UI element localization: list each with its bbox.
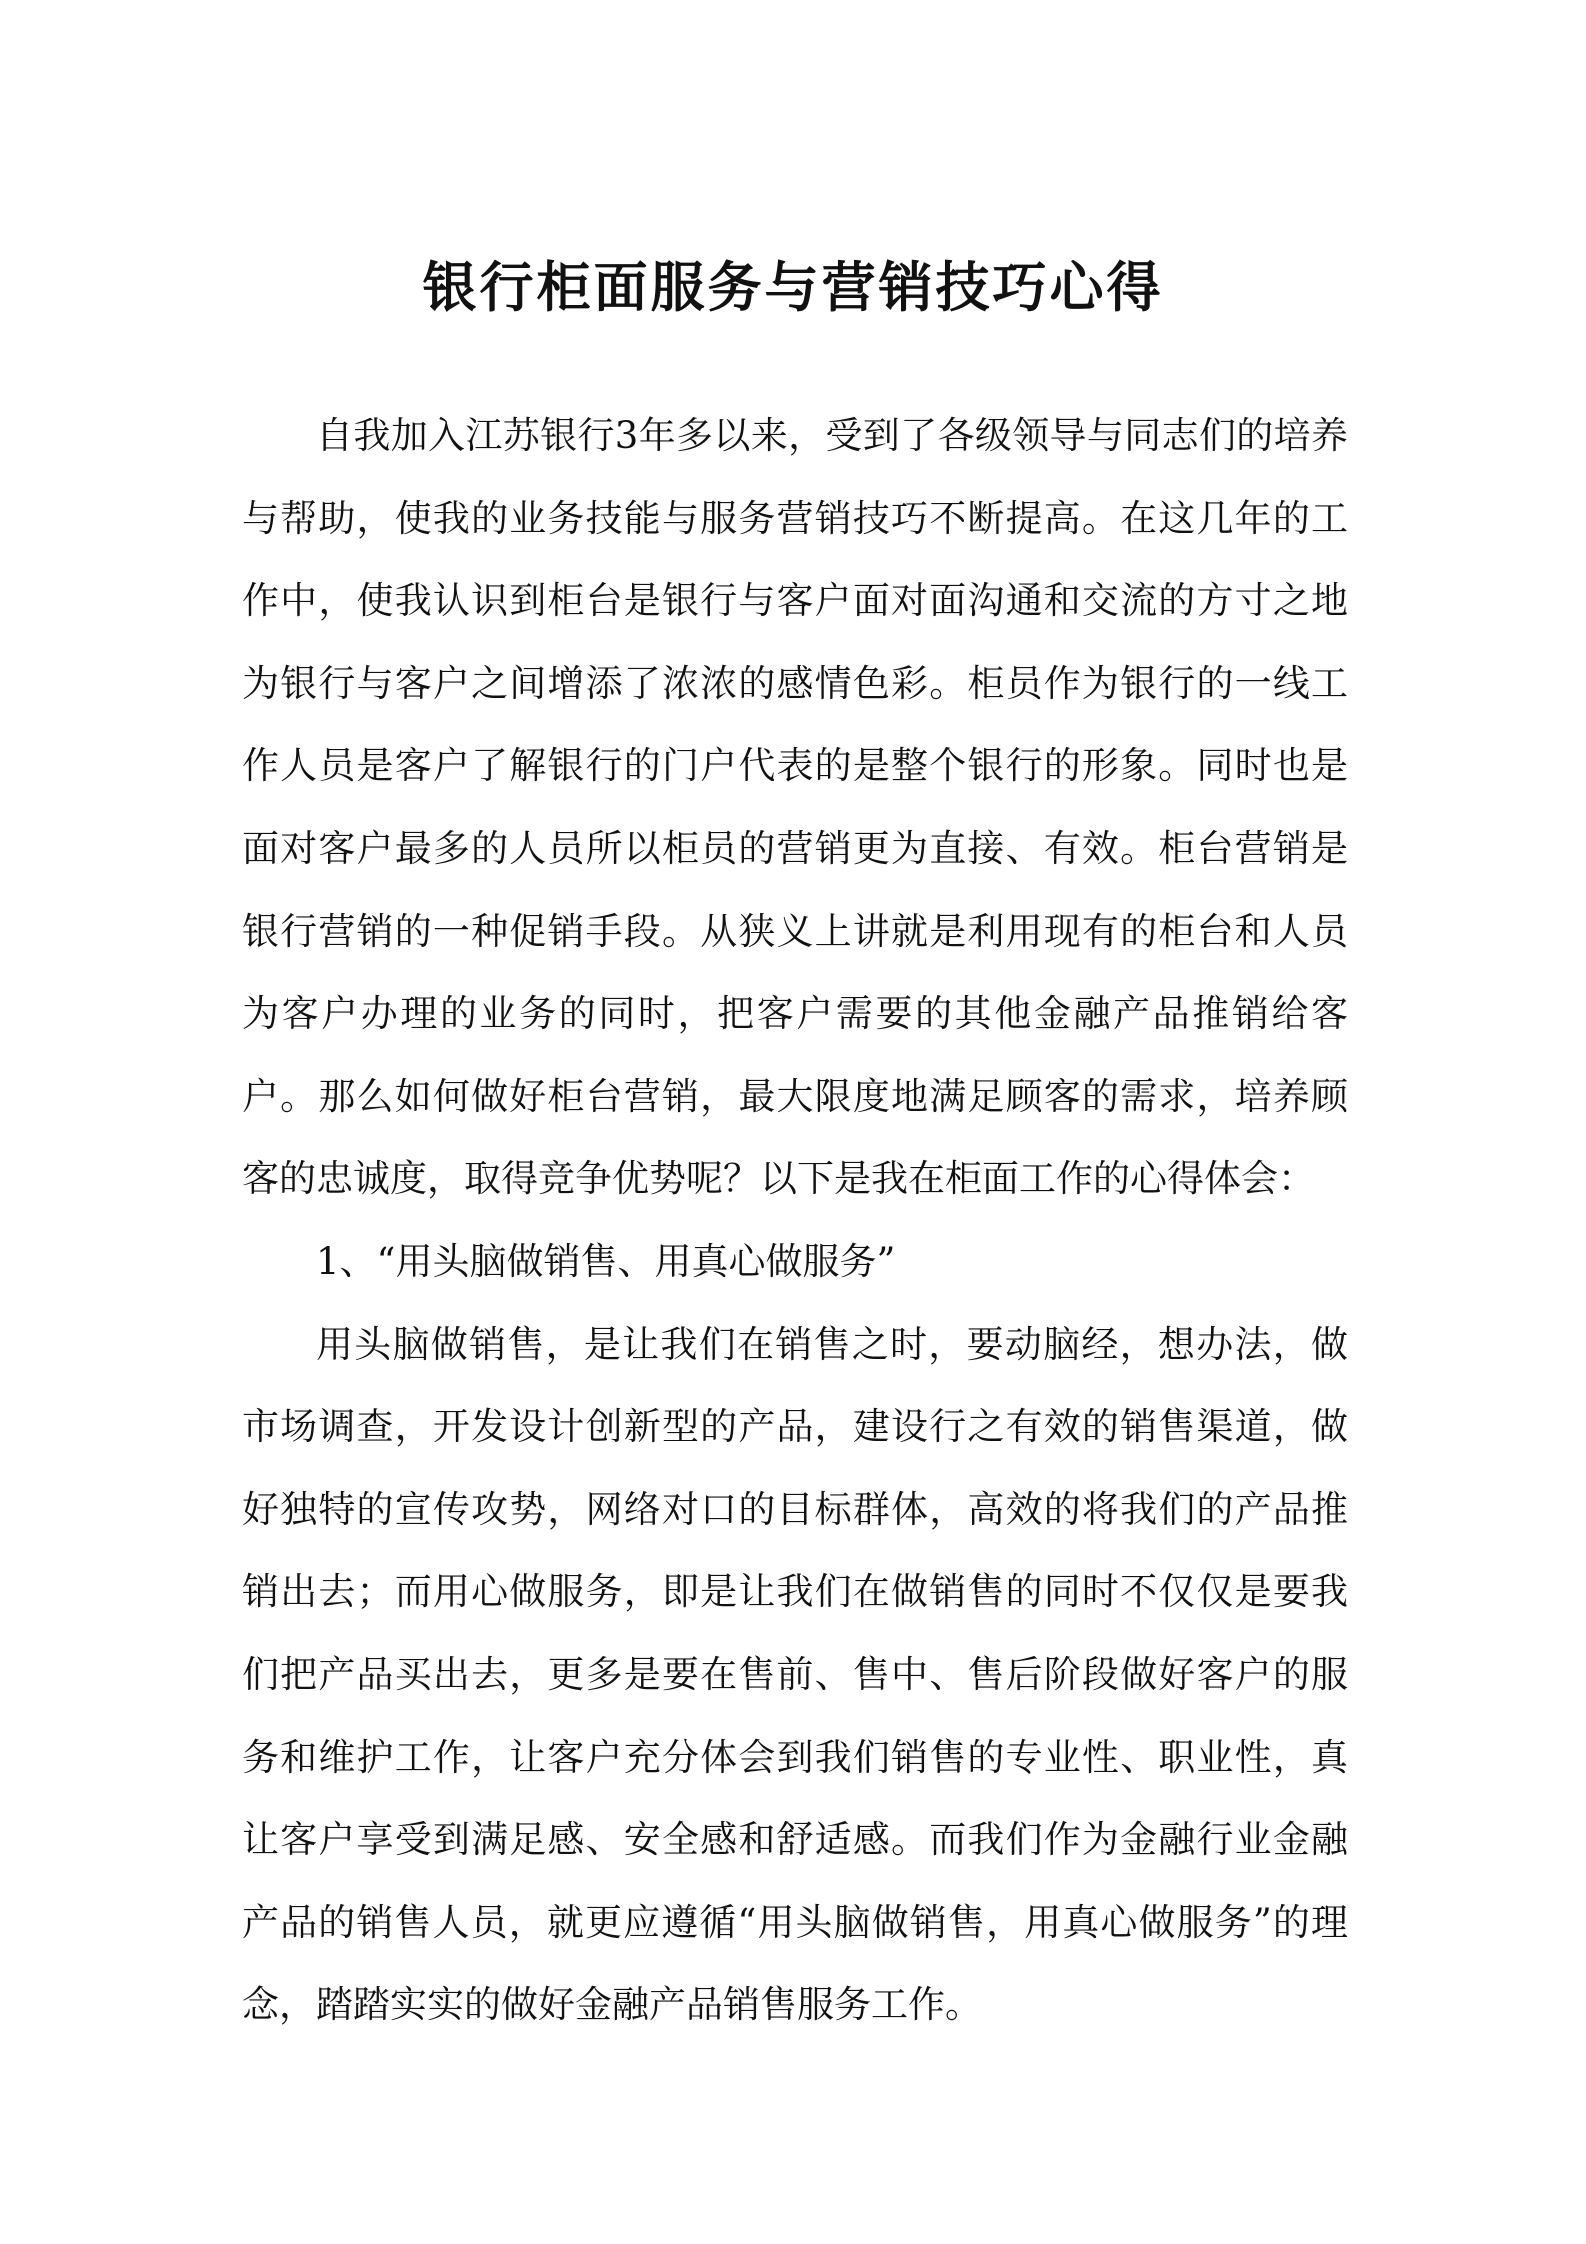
section-heading-1: 1、“用头脑做销售、用真心做服务” [316,1239,896,1283]
paragraph-section-1: 用头脑做销售，是让我们在销售之时，要动脑经，想办法，做市场调查，开发设计创新型的产品，建设行之有效的销售渠道，做好独特的宣传攻势，网络对口的目标群体，高效的将我们的产品推销出去；而用心做服务，即是让我们在做销售的同时不仅仅是要我们把产品买出去，更多是要在售前、售中、售后阶段做好客户的服务和维护工作，让客户充分体会到我们销售的专业性、职业性，真让客户享受到满足感、安全感和舒适感。而我们作为金融行业金融产品的销售人员，就更应遵循“用头脑做销售，用真心做服务”的理念，踏踏实实的做好金融产品销售服务工作。 [242,1322,1348,2027]
paragraph-intro: 自我加入江苏银行3年多以来，受到了各级领导与同志们的培养与帮助，使我的业务技能与服务营销技巧不断提高。在这几年的工作中，使我认识到柜台是银行与客户面对面沟通和交流的方寸之地 为银行与客户之间增添了浓浓的感情色彩。柜员作为银行的一线工作人员是客户了解银行的门户代表的是整个银行的形象。同时也是面对客户最多的人员所以柜员的营销更为直接、有效。柜台营销是银行营销的一种促销手段。从狭义上讲就是利用现有的柜台和人员为客户办理的业务的同时，把客户需要的其他金融产品推销给客户。那么如何做好柜台营销，最大限度地满足顾客的需求，培养顾客的忠诚度，取得竞争优势呢？以下是我在柜面工作的心得体会： [242,414,1385,1201]
document-body [242,395,1385,2047]
document-title: 银行柜面服务与营销技巧心得 [422,256,1164,319]
